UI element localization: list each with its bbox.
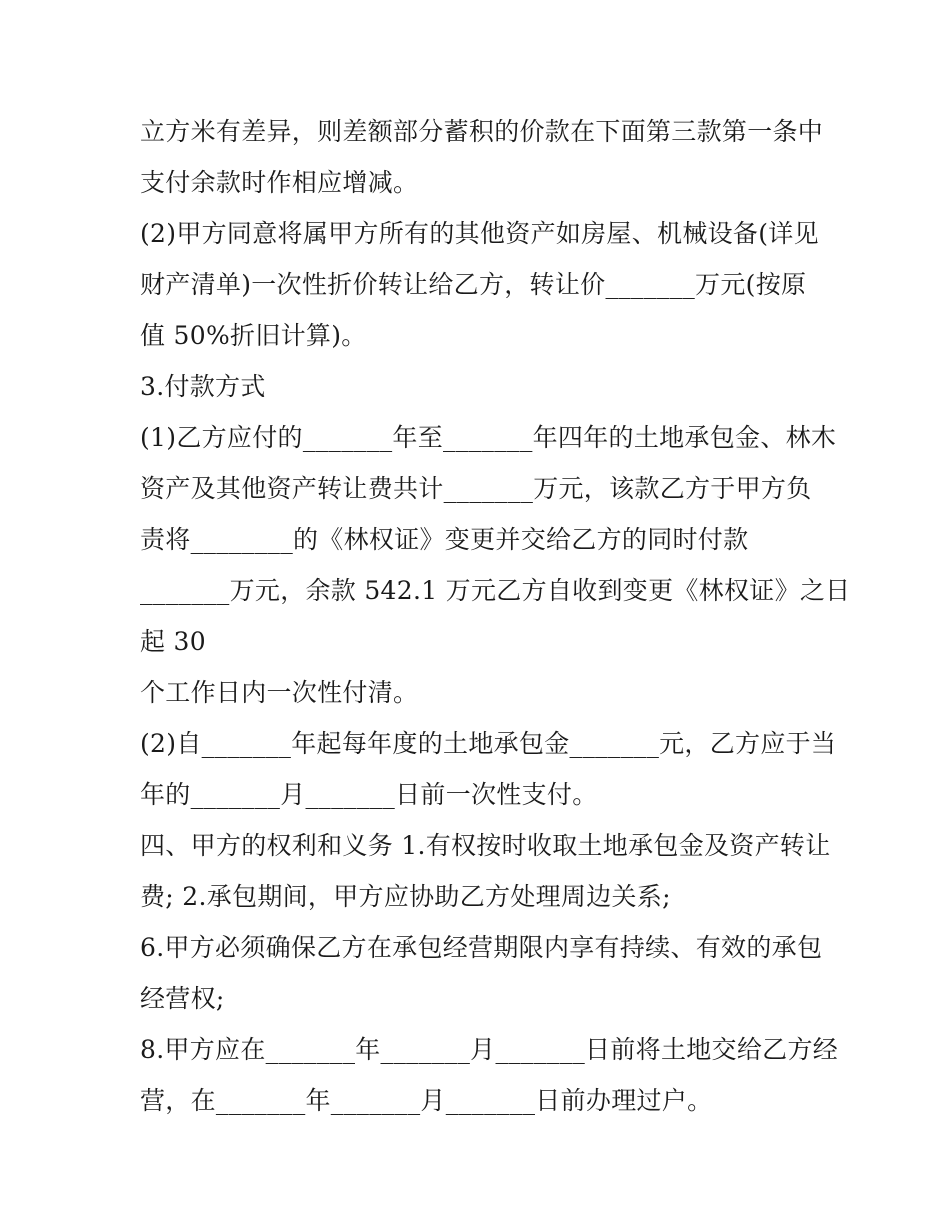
text-line: 财产清单)一次性折价转让给乙方，转让价_______万元(按原 xyxy=(140,270,807,299)
section-heading: 四、甲方的权利和义务 1.有权按时收取土地承包金及资产转让 xyxy=(140,831,831,860)
text-line: 值 50%折旧计算)。 xyxy=(140,321,367,350)
text-line: (1)乙方应付的_______年至_______年四年的土地承包金、林木 xyxy=(140,423,837,452)
text-line: 起 30 xyxy=(140,627,206,656)
text-line: 8.甲方应在_______年_______月_______日前将土地交给乙方经 xyxy=(140,1035,839,1064)
text-line: 营，在_______年_______月_______日前办理过户。 xyxy=(140,1086,713,1115)
text-line: (2)自_______年起每年度的土地承包金_______元，乙方应于当 xyxy=(140,729,837,758)
text-line: 责将________的《林权证》变更并交给乙方的同时付款 xyxy=(140,525,749,554)
text-line: 6.甲方必须确保乙方在承包经营期限内享有持续、有效的承包 xyxy=(140,933,823,962)
text-line: 费; 2.承包期间，甲方应协助乙方处理周边关系; xyxy=(140,882,671,911)
text-line: _______万元，余款 542.1 万元乙方自收到变更《林权证》之日 xyxy=(140,576,851,605)
text-line: 经营权; xyxy=(140,984,225,1013)
text-line: 年的_______月_______日前一次性支付。 xyxy=(140,780,598,809)
text-line: 立方米有差异，则差额部分蓄积的价款在下面第三款第一条中 xyxy=(140,117,824,146)
section-heading: 3.付款方式 xyxy=(140,372,266,401)
text-line: (2)甲方同意将属甲方所有的其他资产如房屋、机械设备(详见 xyxy=(140,219,819,248)
text-line: 个工作日内一次性付清。 xyxy=(140,678,419,707)
text-line: 资产及其他资产转让费共计_______万元，该款乙方于甲方负 xyxy=(140,474,812,503)
document-body xyxy=(140,106,851,1126)
text-line: 支付余款时作相应增减。 xyxy=(140,168,419,197)
